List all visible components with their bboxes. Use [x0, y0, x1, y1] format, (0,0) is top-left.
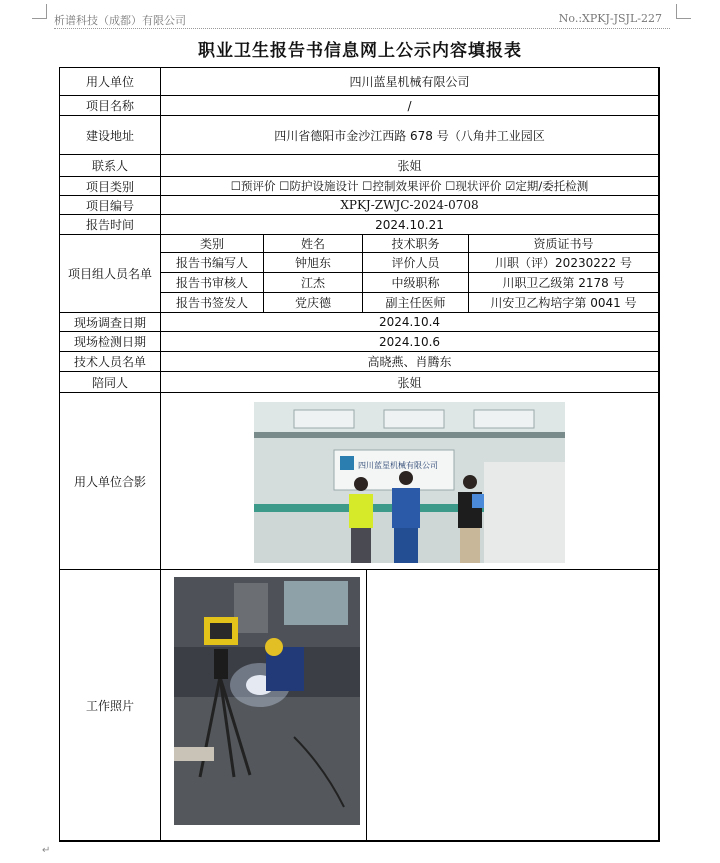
label-project-name: 项目名称: [60, 96, 161, 116]
work-photo-image: [174, 577, 360, 825]
group-photo-image: [254, 402, 565, 563]
label-project-type: 项目类别: [60, 177, 161, 196]
crop-mark-top-left: [32, 4, 47, 19]
header-company: 析谱科技（成都）有限公司: [54, 14, 186, 27]
label-test-date: 现场检测日期: [60, 332, 161, 352]
label-escort: 陪同人: [60, 372, 161, 393]
label-group-photo: 用人单位合影: [60, 393, 161, 570]
team-cell: 报告书编写人: [161, 253, 264, 273]
label-technicians: 技术人员名单: [60, 352, 161, 372]
team-header-title: 技术职务: [363, 235, 469, 253]
label-contact: 联系人: [60, 155, 161, 177]
label-report-date: 报告时间: [60, 215, 161, 235]
page-title: 职业卫生报告书信息网上公示内容填报表: [198, 41, 522, 61]
value-project-type: ☐预评价 ☐防护设施设计 ☐控制效果评价 ☐现状评价 ☑定期/委托检测: [161, 177, 659, 196]
team-cell: 川安卫乙构培字第 0041 号: [469, 293, 659, 313]
sign-text: 四川蓝星机械有限公司: [358, 461, 438, 470]
label-survey-date: 现场调查日期: [60, 313, 161, 332]
paragraph-mark: ↵: [42, 845, 51, 856]
team-cell: 中级职称: [363, 273, 469, 293]
team-cell: 副主任医师: [363, 293, 469, 313]
label-address: 建设地址: [60, 116, 161, 155]
team-header-name: 姓名: [264, 235, 363, 253]
team-header-category: 类别: [161, 235, 264, 253]
value-project-no: XPKJ-ZWJC-2024-0708: [161, 196, 659, 215]
team-cell: 川职卫乙级第 2178 号: [469, 273, 659, 293]
empty-photo-cell: [367, 570, 659, 841]
value-test-date: 2024.10.6: [161, 332, 659, 352]
team-header-certificate: 资质证书号: [469, 235, 659, 253]
value-report-date: 2024.10.21: [161, 215, 659, 235]
value-employer: 四川蓝星机械有限公司: [161, 68, 659, 96]
value-project-name: /: [161, 96, 659, 116]
crop-mark-top-right: [676, 4, 691, 19]
value-address: 四川省德阳市金沙江西路 678 号（八角井工业园区: [161, 116, 659, 155]
header-doc-number: No.:XPKJ-JSJL-227: [558, 12, 662, 25]
label-project-no: 项目编号: [60, 196, 161, 215]
team-cell: 报告书签发人: [161, 293, 264, 313]
value-escort: 张姐: [161, 372, 659, 393]
team-cell: 报告书审核人: [161, 273, 264, 293]
page-header: [54, 10, 670, 29]
team-cell: 钟旭东: [264, 253, 363, 273]
value-survey-date: 2024.10.4: [161, 313, 659, 332]
team-cell: 江杰: [264, 273, 363, 293]
team-cell: 党庆德: [264, 293, 363, 313]
value-contact: 张姐: [161, 155, 659, 177]
label-employer: 用人单位: [60, 68, 161, 96]
value-technicians: 高晓燕、肖腾东: [161, 352, 659, 372]
team-cell: 川职（评）20230222 号: [469, 253, 659, 273]
team-cell: 评价人员: [363, 253, 469, 273]
label-team: 项目组人员名单: [60, 235, 161, 313]
label-work-photo: 工作照片: [60, 570, 161, 841]
